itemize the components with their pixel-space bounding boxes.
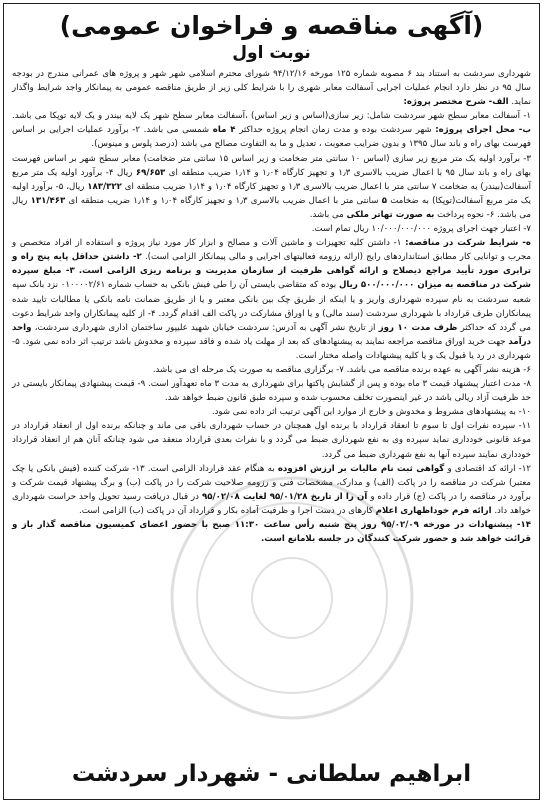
item-5-text: ریال، ۵- برآورد اولیه یک متر مربع آسفالت(توپکا) به ضخامت	[12, 181, 531, 206]
topeka-price: ۱۳۱/۴۶۳	[30, 195, 66, 206]
condition-10: ۱۰- به پیشنهادهای مشروط و مخدوش و خارج از موارد این آگهی ترتیب اثر داده نمی شود.	[211, 407, 531, 418]
opening-text: با حضور اعضای کمیسیون مناقصه گذار باز و قرائت خواهد شد و حضور شرکت کنندگان در جلسه بلامانع است.	[12, 520, 531, 545]
condition-8-9: ۸- مدت اعتبار پیشنهاد قیمت ۳ ماه بوده و پس از گشایش پاکتها برای شهرداری به مدت ۳ ماه تعهدآور است. ۹- قیمت پیشنهادی پیمانکار بایستی در حد ظرفیت آزاد ریالی باشد در غیر اینصورت تخلف محسوب شده و سپرده طبق قانون ضبط خواهد شد.	[12, 379, 531, 404]
submission-deadline: آن را از تاریخ ۹۵/۰۱/۲۸ لغایت ۹۵/۰۲/۰۸	[201, 491, 368, 502]
item-5-tail: سانتی متر با اعمال ضریب بالاسری ۱٫۳ و تجهیز کارگاه ۱٫۰۴ و ۱٫۱۴ ضریب منطقه ای	[68, 195, 379, 206]
condition-1: ۱- داشتن کلیه تجهیزات و ماشین آلات و مصالح و ابزار کار مورد نیاز پروژه و استفاده از افراد متخصص و مجرب و توانایی کار مطابق استانداردهای رایج (ارائه رزومه فعالیتهای اجرایی و مالی پیمانکار الزامی است).	[12, 238, 531, 263]
condition-12-13	[12, 462, 531, 518]
condition-4-5: جهت خرید اوراق مناقصه مراجعه نمایند به پیشنهادهای که بعد از مهلت یاد شده و فاقد سپرده و مخدوش باشد ترتیب اثر داده نمی شود. ۵- شهرداری در رد یا قبول یک و یا کلیه پیشنهادات واصله مختار است.	[12, 336, 531, 361]
vat-certificate: گواهی ثبت نام مالیات بر ارزش افزوده	[277, 463, 445, 474]
deposit-account: بوده که متقاضی بایستی آن را طی فیش بانکی به حساب شماره ۰۱۰۰۰۰۲/۶۱ نزد بانک سپه شعبه سردشت	[12, 280, 531, 305]
intro-paragraph	[12, 67, 531, 109]
conditions	[12, 236, 531, 363]
declaration-form: ارائه فرم خوداظهاری اعلام	[375, 505, 492, 516]
condition-13-text: به هنگام عقد قرارداد الزامی است. ۱۳- شرکت کننده (فیش بانکی یا چک معتبر) شرکت در مناقصه را در پاکت (الف) و مدارک، مشخصات فنی و رزومه صلاحیت شرکت را در پاکت (ب) و برگ پیشنهاد قیمت شرکت و برآورد در مناقصه را در پاکت (ج) قرار داده و	[12, 463, 531, 502]
submission-receipt: در قبال دریافت رسید تحویل واحد حراست شهرداری خواهد داد.	[12, 491, 531, 516]
subgrade-price: ۶۹/۶۵۳	[135, 167, 166, 178]
project-duration: ۴ ماه	[212, 125, 236, 136]
item-4-text: ریال ۴- برآورد اولیه یک متر مربع آسفالت(بیندر) به ضخامت ۷ سانتی متر با اعمال ضریب بالاسری ۱٫۳ و تجهیز کارگاه ۱٫۰۴ و ۱٫۱۴ ضریب منطقه ای	[12, 167, 531, 192]
condition-6-7: ۶- هزینه نشر آگهی به عهده برنده مناقصه می باشد. ۷- برگزاری مناقصه به صورت یک مرحله ای می باشد.	[152, 364, 531, 375]
item-7: ۷- اعتبار جهت اجرای پروژه ۱۰/۰۰۰/۰۰۰/۰۰۰ ریال تمام است.	[311, 224, 531, 235]
notice-title: (آگهی مناقصه و فراخوان عمومی)	[59, 11, 484, 40]
topeka-thickness: ۵	[381, 195, 387, 206]
intro-text: شهرداری سردشت به استناد بند ۶ مصوبه شماره ۱۲۵ مورخه ۹۴/۱۲/۱۶ شورای محترم اسلامی شهر شهر و پروژه های عمرانی مندرج در بودجه سال ۹۵ در نظر دارد انجام عملیات اجرایی آسفالت معابر شهری را با شرایط کلی زیر از طریق مناقصه عمومی به پیمانکار واجد شرایط واگذار نماید.	[12, 69, 532, 108]
item-6-text: ریال می باشد. ۶- نحوه پرداخت	[12, 195, 531, 220]
office-address: از تاریخ نشر آگهی به آدرس: سردشت خیابان شهید علیپور ساختمان اداری شهرداری سردشت،	[34, 322, 376, 333]
item-2-text: شمسی می باشد. ۲- برآورد عملیات اجرایی بر اساس فهرست بهای راه و باند سال ۱۳۹۵ و بدون ضرایب صعوبت ، تعدیل و ما به التفاوت مصالح می باشد (درصد پلوس و مینوس).	[12, 125, 531, 150]
item-3	[12, 152, 531, 222]
declaration-tail: کارهای در دست اجرا و ظرفیت آماده بکار و قرارداد آن در پاکت (ب) الزامی است.	[78, 505, 373, 516]
item-3-text: ۳- برآورد اولیه یک متر مربع زیر سازی (اساس ۱۰ سانتی متر ضخامت و زیر اساس ۱۵ سانتی متر ضخامت) معابر سطح شهر بر اساس فهرست بهای راه و باند سال ۹۵ با اعمال ضریب بالاسری ۱٫۳ و تجهیز کارگاه ۱٫۰۴ و ۱٫۱۴ ضریب منطقه ای	[12, 153, 532, 178]
deposit-amount: ۳- مبلغ سپرده شرکت در مناقصه به میزان ۵۰۰/۰۰۰/۰۰۰ ریال	[12, 266, 532, 291]
conditions-heading: ه- شرایط شرکت در مناقصه:	[405, 238, 532, 249]
purchase-deadline: ظرف مدت ۱۰ روز	[378, 322, 458, 333]
notice-body	[12, 8, 531, 795]
notice-subtitle: نوبت اول	[232, 43, 311, 63]
project-summary-heading: الف- شرح مختصر پروژه:	[403, 97, 509, 108]
notice-text	[12, 67, 531, 546]
item-1-text: ۱- آسفالت معابر سطح شهر سردشت شامل: زیر سازی(اساس و زیر اساس) ،آسفالت معابر سطح شهر یک لایه بیندر و یک لایه توپکا می باشد.	[12, 111, 531, 122]
condition-14	[12, 518, 531, 546]
revenue-unit: واحد درآمد	[12, 322, 531, 347]
condition-3: به نام سپرده شهرداری واریز و یا اینکه از طریق چک بین بانکی معتبر و یا از طریق ضمانت نامه بانکی یا مطالبات تایید شده پیمانکاران طرف قرارداد با شهرداری سردشت (سند مالی) و یا اوراق مشارکت در پاکت الف اقدام گردد. ۴- از کلیه پیمانکاران واجد شرایط دعوت می گردد که حداکثر	[12, 294, 531, 333]
binder-price: ۱۸۳/۳۲۲	[87, 181, 122, 192]
project-location-text: شهر سردشت بوده و مدت زمان انجام پروژه حداکثر	[239, 125, 432, 136]
project-location-heading: ب- محل اجرای پروژه:	[435, 125, 531, 136]
condition-12-text: ۱۲- ارائه کد اقتصادی و	[447, 463, 531, 474]
item-6-tail: می باشد.	[309, 209, 344, 220]
item-1	[12, 109, 531, 151]
condition-11: ۱۱- سپرده نفرات اول تا سوم تا انعقاد قرارداد با برنده اول همچنان در حساب شهرداری باقی می ماند و چنانکه برنده اول از انعقاد قرارداد در موعد قانونی خودداری نماید سپرده وی به نفع شهرداری ضبط می گردد و با نفرات بعدی قرارداد منعقد می شود چنانکه آنان هم از انعقاد قرارداد خودداری نمایند سپرده آنها به نفع شهرداری ضبط می گردد.	[12, 421, 531, 460]
payment-method: به صورت تهاتر ملکی	[346, 209, 435, 220]
notice-page	[3, 3, 540, 800]
condition-2: ۲- داشتن حداقل پایه پنج راه و ترابری مورد تأیید مراجع ذیصلاح و ارائه گواهی ظرفیت از سازمان مدیریت و برنامه ریزی الزامی است.	[12, 252, 532, 277]
opening-date: ۱۴- پیشنهادات در مورخه ۹۵/۰۲/۰۹ روز پنج شنبه رأس ساعت ۱۱:۳۰ صبح	[212, 520, 531, 530]
signature: ابراهیم سلطانی - شهردار سردشت	[71, 761, 472, 787]
